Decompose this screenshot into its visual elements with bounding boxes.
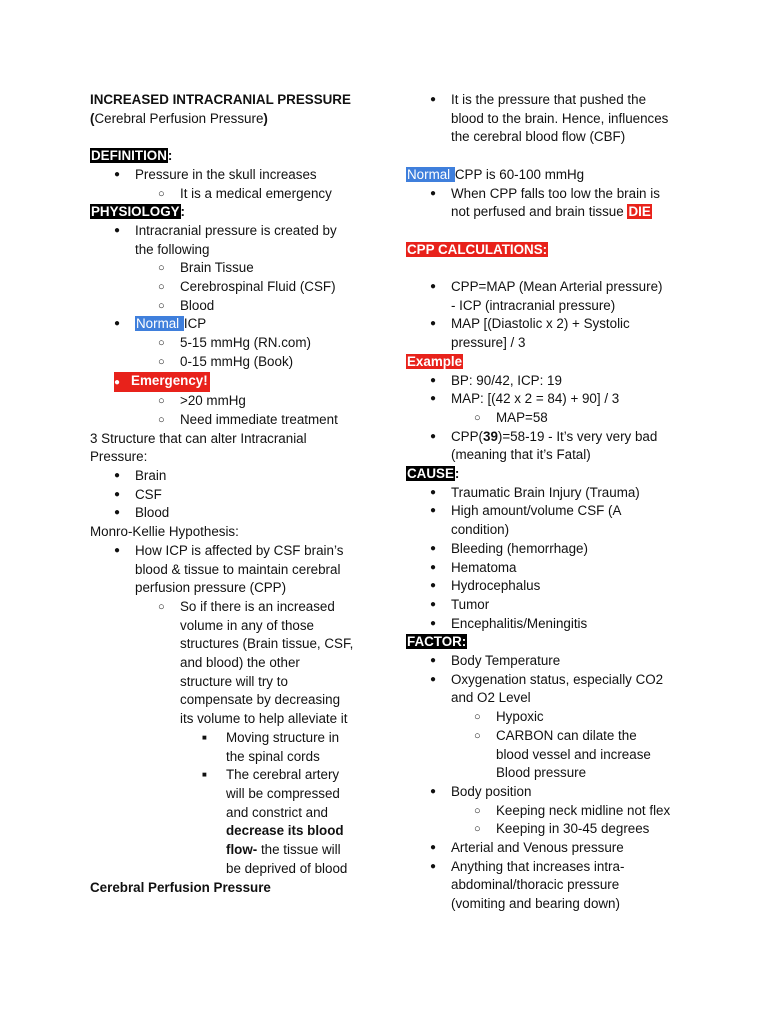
list-item: ● Encephalitis/Meningitis xyxy=(406,615,706,634)
list-item: ● It is the pressure that pushed the xyxy=(406,91,706,110)
physiology-heading: PHYSIOLOGY: xyxy=(91,204,186,220)
factor-heading: FACTOR: xyxy=(407,634,467,650)
list-item: ● Bleeding (hemorrhage) xyxy=(406,540,706,559)
list-item: ○ CARBON can dilate the xyxy=(406,727,706,746)
list-item: ● CPP(39)=58-19 - It’s very very bad xyxy=(406,428,706,447)
structures-intro-cont: Pressure: xyxy=(90,449,148,465)
structures-intro: 3 Structure that can alter Intracranial xyxy=(90,430,307,446)
bullet-icon: ● xyxy=(430,673,437,685)
list-item: ■ Moving structure in xyxy=(90,729,380,748)
bullet-icon: ● xyxy=(114,376,121,388)
list-item: ○ Brain Tissue xyxy=(90,259,380,278)
bullet-icon: ● xyxy=(430,561,437,573)
cpp-calculations-heading: CPP CALCULATIONS: xyxy=(407,241,548,257)
bullet-circle-icon: ○ xyxy=(474,411,481,424)
list-item: ● Anything that increases intra- xyxy=(406,858,706,877)
list-item: ● Body position xyxy=(406,783,706,802)
list-item: ○ 5-15 mmHg (RN.com) xyxy=(90,334,380,353)
spacer xyxy=(406,147,706,166)
list-item: ○ Keeping in 30-45 degrees xyxy=(406,820,706,839)
bullet-circle-icon: ○ xyxy=(158,299,165,312)
normal-highlight: Normal xyxy=(407,166,454,182)
cause-heading: CAUSE: xyxy=(407,466,460,482)
bullet-circle-icon: ○ xyxy=(158,413,165,426)
list-item-continuation: blood & tissue to maintain cerebral xyxy=(135,561,341,577)
monro-kellie-title: Monro-Kellie Hypothesis: xyxy=(90,524,239,540)
list-item: ● Arterial and Venous pressure xyxy=(406,839,706,858)
bullet-icon: ● xyxy=(430,842,437,854)
bullet-circle-icon: ○ xyxy=(158,355,165,368)
bullet-icon: ● xyxy=(430,860,437,872)
bullet-circle-icon: ○ xyxy=(158,337,165,350)
bullet-icon: ● xyxy=(430,542,437,554)
bullet-icon: ● xyxy=(114,544,121,556)
bullet-icon: ● xyxy=(430,393,437,405)
list-item-normal-icp: ● Normal ICP xyxy=(90,315,380,334)
list-item: ● MAP: [(42 x 2 = 84) + 90] / 3 xyxy=(406,390,706,409)
right-column: ● It is the pressure that pushed the blood to the brain. Hence, influences the cerebral blood flow (CBF) Normal CPP is 60-100 mmHg ● When CPP falls too low the brain is not perfused and brain tissue DIE CPP CALCULATIONS: ● CPP=MAP (Mean Arterial pressure) - ICP (intracranial pressure) ● MAP [(Diastolic x 2) + Systolic pressure] / 3 Example ● BP: 90/42, ICP: 19 ● MAP: [(42 x 2 = 84) + 90] / 3 ○ MAP=58 ● CPP(39)=58-19 - It’s very very bad (meaning that it’s Fatal) CAUSE: ● Traumatic Brain Injury (Trauma) ● High amount/volume CSF (A condition) ● Bleeding (hemorrhage) ● Hematoma ● Hydrocephalus ● Tumor ● Encephalitis/Meningitis FACTOR: ● Body Temperature ● Oxygenation status, especially CO2 and O2 Level ○ Hypoxic ○ CARBON can dilate the blood vessel and increase Blood pressure ● Body position ○ Keeping neck midline not flex ○ Keeping in 30-45 degrees ● Arterial and Venous pressure ● Anything that increases intra- abdominal/thoracic pressure (vomiting and bearing down) xyxy=(406,91,706,914)
bullet-icon: ● xyxy=(430,486,437,498)
bullet-icon: ● xyxy=(114,224,121,236)
bullet-icon: ● xyxy=(430,374,437,386)
bullet-square-icon: ■ xyxy=(202,770,207,780)
bullet-icon: ● xyxy=(114,318,121,330)
bullet-circle-icon: ○ xyxy=(158,395,165,408)
list-item: ○ 0-15 mmHg (Book) xyxy=(90,353,380,372)
bullet-icon: ● xyxy=(430,318,437,330)
list-item: ● Tumor xyxy=(406,596,706,615)
list-item: ● How ICP is affected by CSF brain’s xyxy=(90,542,380,561)
list-item: ○ Need immediate treatment xyxy=(90,411,380,430)
list-item: ● Oxygenation status, especially CO2 xyxy=(406,671,706,690)
list-item: ● Hydrocephalus xyxy=(406,577,706,596)
bullet-circle-icon: ○ xyxy=(158,600,165,613)
bullet-icon: ● xyxy=(114,168,121,180)
list-item: ○ >20 mmHg xyxy=(90,392,380,411)
bullet-icon: ● xyxy=(430,280,437,292)
left-column: INCREASED INTRACRANIAL PRESSURE (Cerebral Perfusion Pressure) DEFINITION: ● Pressure in the skull increases ○ It is a medical emergency PHYSIOLOGY: ● Intracranial pressure is created by the following ○ Brain Tissue ○ Cerebrospinal Fluid (CSF) ○ Blood ● Normal ICP ○ 5-15 mmHg (RN.com) ○ 0-15 mmHg (Book) ● Emergency! ○ >20 mmHg ○ Need immediate treatment 3 Structure that can alter Intracranial Pressure: ● Brain ● CSF ● Blood Monro-Kellie Hypothesis: ● How ICP is affected by CSF brain’s blood & tissue to maintain cerebral perfusion pressure (CPP) ○ So if there is an increased volume in any of those structures (Brain tissue, CSF, and blood) the other structure will try to compensate by decreasing its volume to help alleviate it ■ Moving structure in the spinal cords ■ The cerebral artery will be compressed and constrict and decrease its blood flow- the tissue will be deprived of blood Cerebral Perfusion Pressure xyxy=(90,91,380,897)
bullet-icon: ● xyxy=(430,187,437,199)
die-highlight: DIE xyxy=(628,204,651,220)
normal-cpp-line: Normal CPP is 60-100 mmHg xyxy=(407,166,585,182)
list-item: ● CSF xyxy=(90,486,380,505)
normal-highlight: Normal xyxy=(136,316,183,332)
spacer xyxy=(406,222,706,241)
cpp-heading: Cerebral Perfusion Pressure xyxy=(90,879,271,895)
list-item: ■ The cerebral artery xyxy=(90,766,380,785)
list-item: ○ Blood xyxy=(90,297,380,316)
bullet-square-icon: ■ xyxy=(202,732,207,742)
list-item: ○ So if there is an increased xyxy=(90,598,380,617)
bullet-circle-icon: ○ xyxy=(474,823,481,836)
list-item: ● Pressure in the skull increases xyxy=(90,166,380,185)
list-item: ○ Cerebrospinal Fluid (CSF) xyxy=(90,278,380,297)
spacer xyxy=(406,259,706,278)
list-item: ● Blood xyxy=(90,504,380,523)
bullet-circle-icon: ○ xyxy=(474,729,481,742)
bullet-icon: ● xyxy=(114,470,121,482)
list-item: ● Traumatic Brain Injury (Trauma) xyxy=(406,484,706,503)
bullet-circle-icon: ○ xyxy=(474,711,481,724)
list-item: ○ It is a medical emergency xyxy=(90,185,380,204)
bullet-icon: ● xyxy=(430,617,437,629)
bullet-circle-icon: ○ xyxy=(158,262,165,275)
list-item: ● Body Temperature xyxy=(406,652,706,671)
bullet-icon: ● xyxy=(114,507,121,519)
bullet-icon: ● xyxy=(430,505,437,517)
bullet-circle-icon: ○ xyxy=(158,281,165,294)
bullet-icon: ● xyxy=(430,598,437,610)
emergency-label: Emergency! xyxy=(131,372,208,388)
list-item: ● Hematoma xyxy=(406,559,706,578)
list-item: ● CPP=MAP (Mean Arterial pressure) xyxy=(406,278,706,297)
spacer xyxy=(90,128,380,147)
list-item: ● High amount/volume CSF (A xyxy=(406,502,706,521)
document-subtitle: (Cerebral Perfusion Pressure) xyxy=(90,110,268,126)
document-title: INCREASED INTRACRANIAL PRESSURE xyxy=(90,92,351,107)
list-item: ○ Hypoxic xyxy=(406,708,706,727)
bullet-icon: ● xyxy=(430,655,437,667)
bullet-circle-icon: ○ xyxy=(474,804,481,817)
list-item-continuation: perfusion pressure (CPP) xyxy=(135,580,287,596)
bullet-icon: ● xyxy=(430,785,437,797)
list-item: ● When CPP falls too low the brain is xyxy=(406,185,706,204)
definition-heading: DEFINITION: xyxy=(91,148,173,164)
list-item: ● BP: 90/42, ICP: 19 xyxy=(406,372,706,391)
list-item: ○ Keeping neck midline not flex xyxy=(406,802,706,821)
bullet-icon: ● xyxy=(114,488,121,500)
list-item-emergency xyxy=(90,372,380,393)
list-item: ● Brain xyxy=(90,467,380,486)
bullet-icon: ● xyxy=(430,94,437,105)
list-item: ● Intracranial pressure is created by xyxy=(90,222,380,241)
list-item: ○ MAP=58 xyxy=(406,409,706,428)
bullet-circle-icon: ○ xyxy=(158,187,165,200)
list-item: ● MAP [(Diastolic x 2) + Systolic xyxy=(406,315,706,334)
bullet-icon: ● xyxy=(430,580,437,592)
example-heading: Example xyxy=(407,353,463,369)
list-item-continuation: the following xyxy=(135,241,210,257)
bullet-icon: ● xyxy=(430,430,437,442)
